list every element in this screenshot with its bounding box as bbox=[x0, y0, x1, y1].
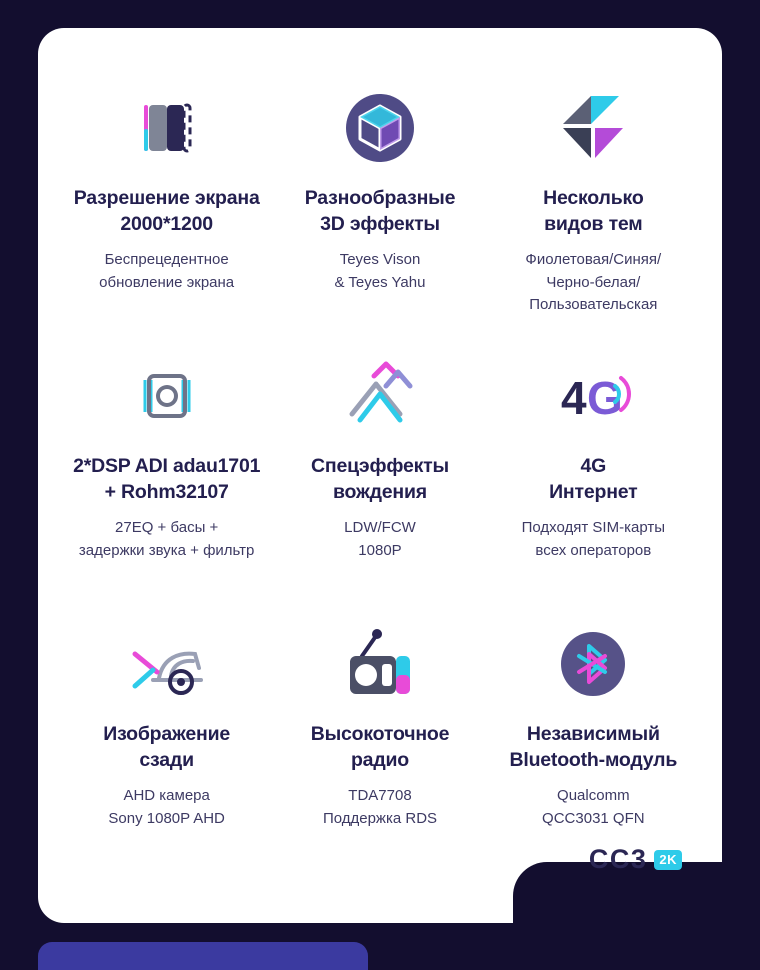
4g-internet-icon bbox=[493, 340, 694, 452]
feature-item bbox=[273, 598, 486, 866]
3d-cube-icon bbox=[279, 72, 480, 184]
svg-text:G: G bbox=[587, 372, 624, 424]
bottom-strip bbox=[38, 942, 368, 970]
feature-subtitle: Фиолетовая/Синяя/ Черно-белая/ Пользовательская bbox=[525, 251, 662, 314]
feature-title: Спецэффекты вождения bbox=[311, 455, 449, 503]
rear-camera-icon bbox=[66, 608, 267, 720]
feature-title: Изображение сзади bbox=[103, 723, 231, 771]
product-logo bbox=[589, 844, 682, 875]
feature-item bbox=[273, 330, 486, 598]
radio-icon bbox=[279, 608, 480, 720]
feature-subtitle: Teyes Vison & Teyes Yahu bbox=[334, 251, 426, 291]
feature-subtitle: LDW/FCW 1080P bbox=[344, 519, 416, 559]
feature-item bbox=[60, 62, 273, 330]
svg-text:4: 4 bbox=[561, 372, 587, 424]
feature-card bbox=[38, 28, 722, 923]
feature-subtitle: TDA7708 Поддержка RDS bbox=[322, 787, 438, 827]
feature-subtitle: Беспрецедентное обновление экрана bbox=[99, 251, 235, 291]
feature-item bbox=[487, 330, 700, 598]
driving-effects-icon bbox=[279, 340, 480, 452]
dsp-chip-icon bbox=[66, 340, 267, 452]
screen-resolution-icon bbox=[66, 72, 267, 184]
feature-item bbox=[273, 62, 486, 330]
feature-item bbox=[60, 598, 273, 866]
logo-text: CC3 bbox=[588, 844, 648, 874]
bluetooth-icon bbox=[493, 608, 694, 720]
logo-badge: 2K bbox=[654, 850, 682, 870]
features-grid bbox=[60, 62, 700, 866]
feature-item bbox=[60, 330, 273, 598]
feature-item bbox=[487, 598, 700, 866]
feature-item bbox=[487, 62, 700, 330]
feature-title: 2*DSP ADI adau1701 + Rohm32107 bbox=[73, 455, 261, 503]
feature-title: Разрешение экрана 2000*1200 bbox=[73, 187, 260, 235]
feature-subtitle: 27EQ + басы + задержки звука + фильтр bbox=[78, 519, 255, 559]
feature-subtitle: Подходят SIM-карты всех операторов bbox=[521, 519, 665, 559]
themes-icon bbox=[493, 72, 694, 184]
feature-title: Разнообразные 3D эффекты bbox=[304, 187, 456, 235]
feature-title: Несколько видов тем bbox=[543, 187, 644, 235]
feature-title: Высокоточное радио bbox=[310, 723, 450, 771]
feature-subtitle: Qualcomm QCC3031 QFN bbox=[542, 787, 645, 827]
feature-title: 4G Интернет bbox=[549, 455, 638, 503]
feature-subtitle: AHD камера Sony 1080P AHD bbox=[108, 787, 225, 827]
feature-title: Независимый Bluetooth-модуль bbox=[509, 723, 678, 771]
